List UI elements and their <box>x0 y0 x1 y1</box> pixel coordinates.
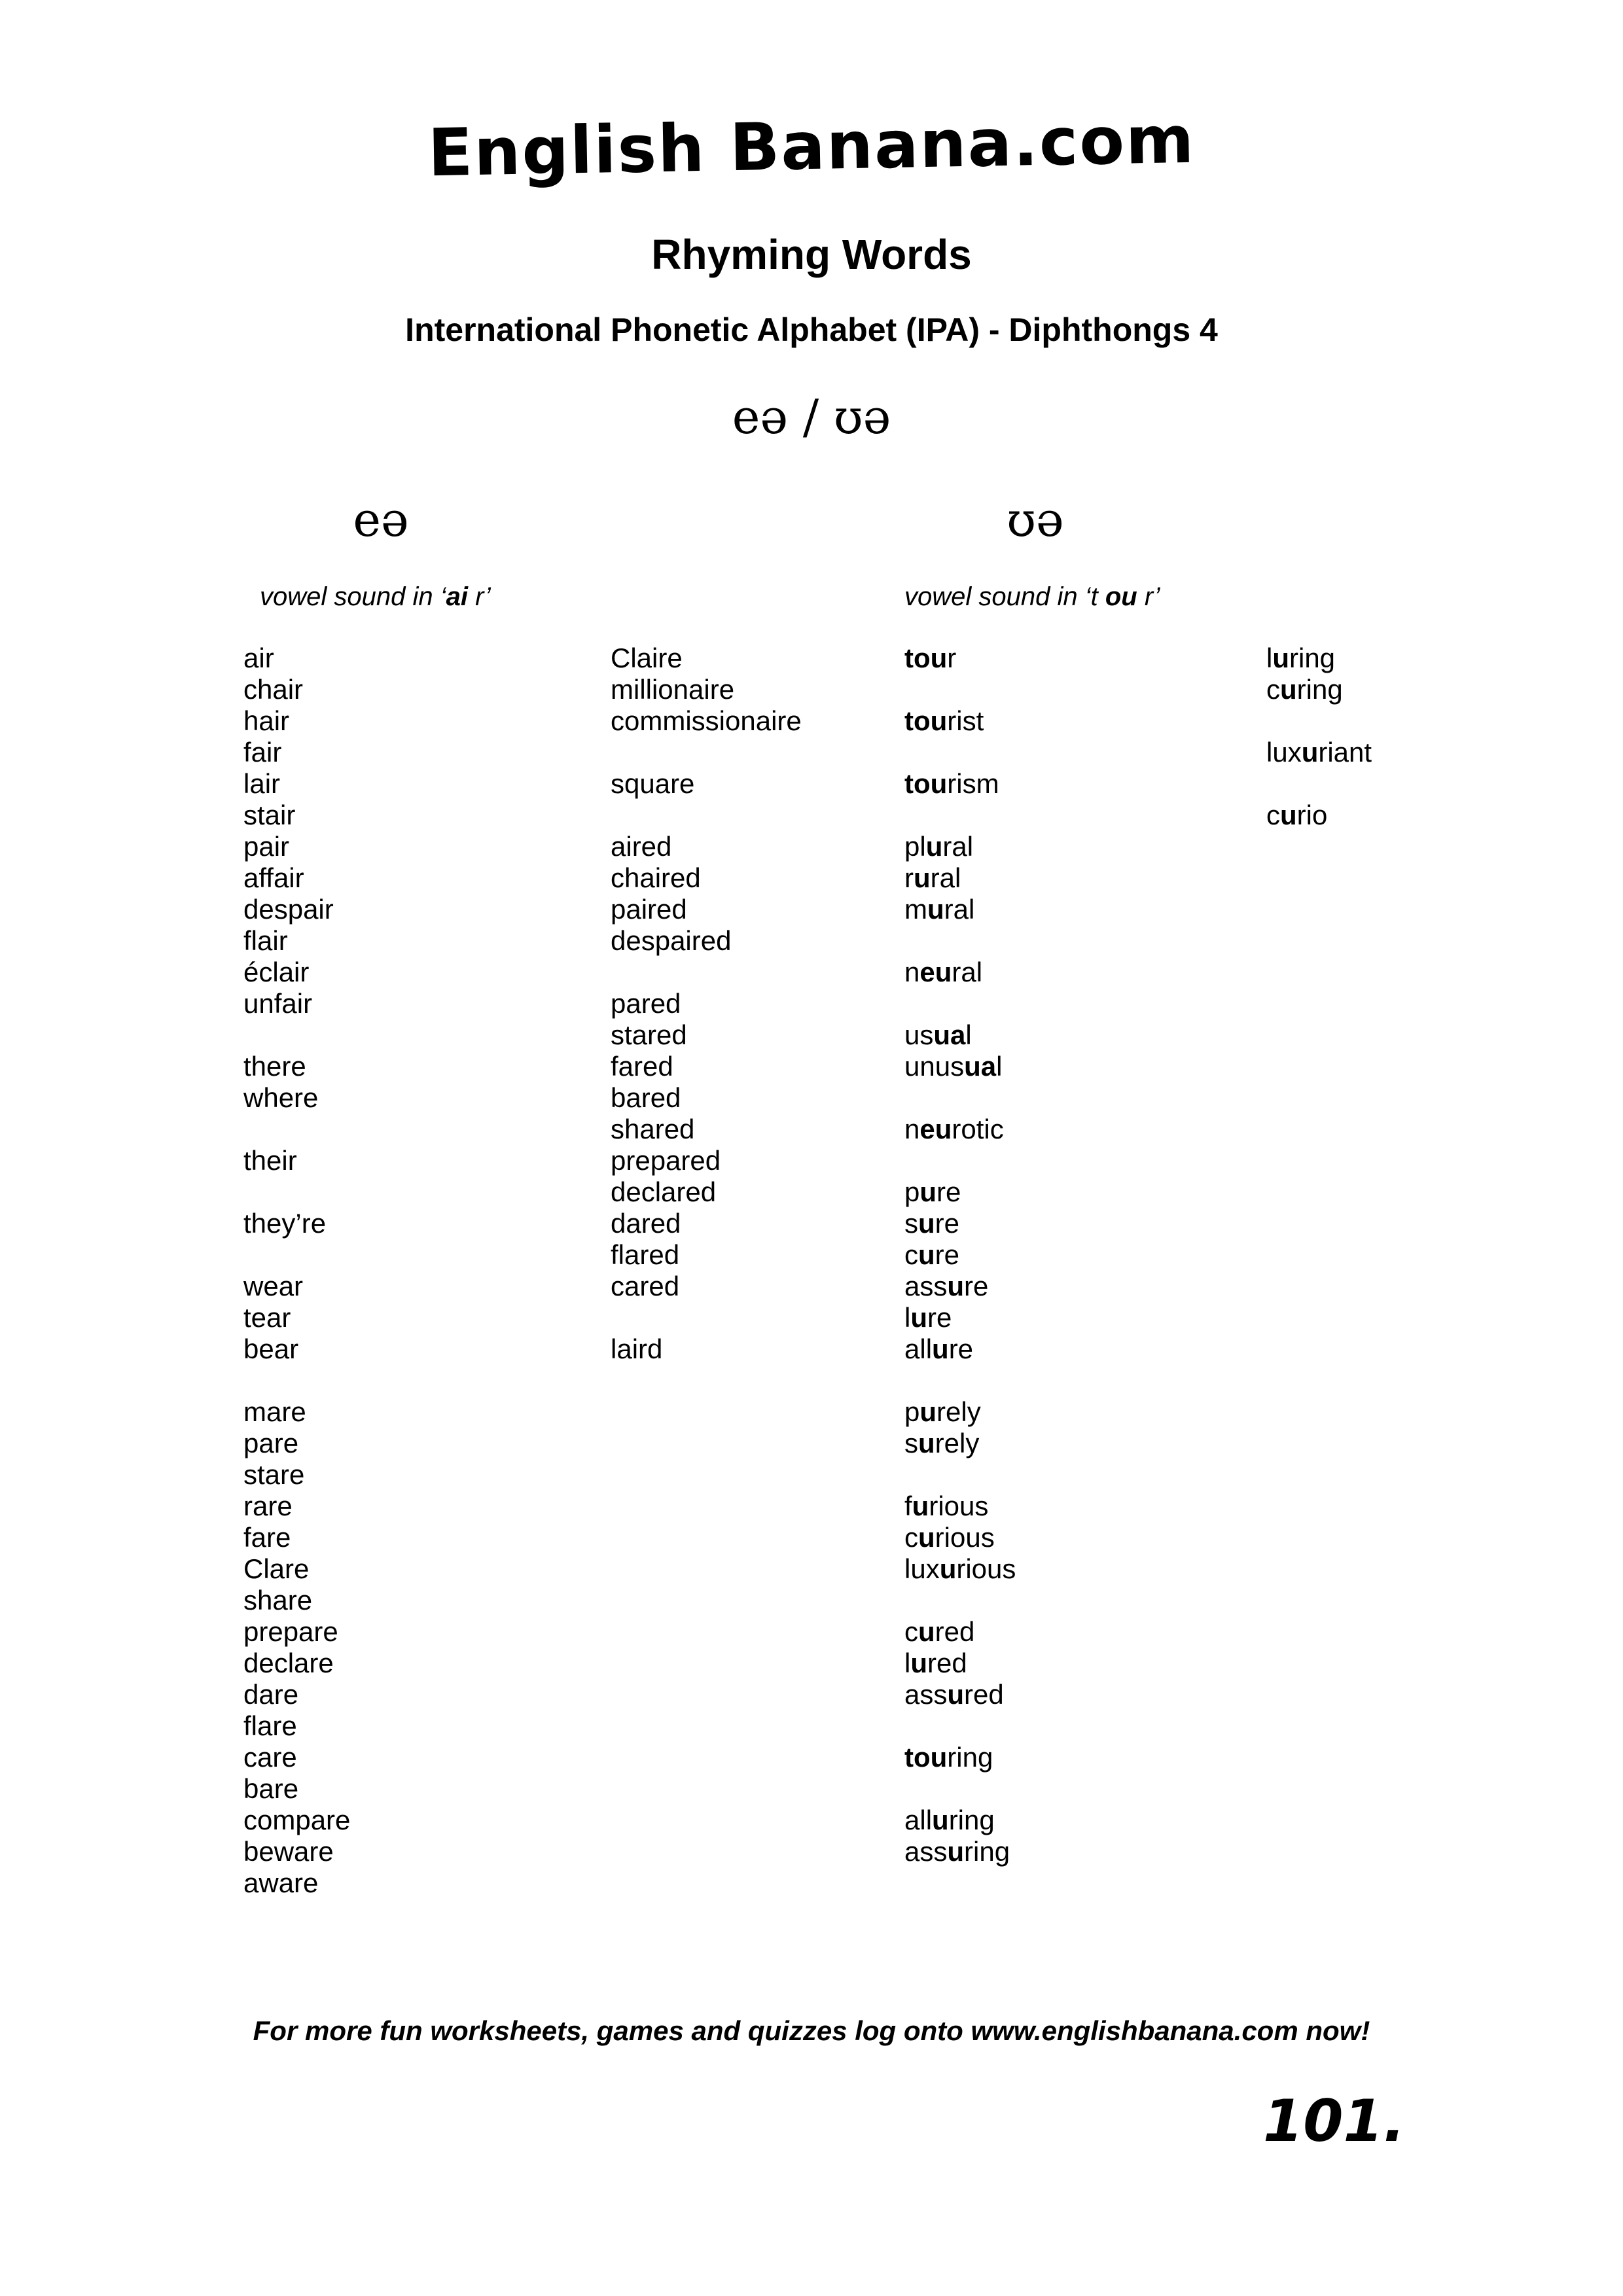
word-suffix: ral <box>952 957 983 987</box>
word: declared <box>611 1176 717 1207</box>
word: affair <box>243 862 304 893</box>
word-prefix: n <box>904 1114 920 1144</box>
word: lair <box>243 768 281 799</box>
word: declare <box>243 1648 334 1678</box>
word <box>904 1428 1016 1459</box>
word <box>904 1333 1016 1365</box>
word <box>904 1805 1016 1836</box>
word-vowel: u <box>939 1553 957 1584</box>
word: square <box>611 768 695 799</box>
word-vowel: eu <box>919 957 952 987</box>
word-vowel: u <box>918 1616 935 1647</box>
word: chaired <box>611 862 701 893</box>
word-suffix: rist <box>947 705 984 736</box>
word-prefix: all <box>904 1333 933 1364</box>
word-suffix: r <box>947 643 957 673</box>
word-suffix: rely <box>935 1428 980 1458</box>
word-vowel: u <box>927 894 944 925</box>
word-vowel: u <box>918 1522 935 1553</box>
word-suffix: red <box>964 1679 1004 1710</box>
word-prefix: l <box>1266 643 1273 673</box>
word-vowel: u <box>947 1679 965 1710</box>
word-vowel: u <box>932 1805 949 1835</box>
word <box>904 1679 1016 1710</box>
word-vowel: u <box>947 1836 965 1867</box>
word: bare <box>243 1773 299 1804</box>
word-prefix: m <box>904 894 927 925</box>
word-vowel: u <box>932 1333 949 1364</box>
spacer <box>243 1365 350 1396</box>
word <box>904 1616 1016 1648</box>
word-prefix: l <box>904 1648 911 1678</box>
word: their <box>243 1145 297 1176</box>
word: stare <box>243 1459 305 1490</box>
right-word-column-2 <box>1266 643 1372 831</box>
word-prefix: pl <box>904 831 926 862</box>
word-vowel: tou <box>904 643 948 673</box>
word: fared <box>611 1051 673 1082</box>
word: chair <box>243 674 304 705</box>
word: Claire <box>611 643 683 673</box>
spacer <box>904 800 1016 831</box>
spacer <box>1266 705 1372 737</box>
word-suffix: ring <box>948 1805 995 1835</box>
word: laird <box>611 1333 663 1364</box>
word: where <box>243 1082 319 1113</box>
word: cared <box>611 1271 680 1301</box>
spacer <box>904 1585 1016 1616</box>
spacer <box>904 674 1016 705</box>
word-suffix: re <box>948 1333 974 1364</box>
word-suffix: rely <box>936 1396 981 1427</box>
word: bear <box>243 1333 299 1364</box>
word-suffix: rious <box>929 1491 989 1521</box>
word <box>1266 800 1372 831</box>
spacer <box>611 800 802 831</box>
word <box>1266 737 1372 768</box>
word: mare <box>243 1396 306 1427</box>
spacer <box>904 988 1016 1019</box>
word: aware <box>243 1867 319 1898</box>
right-vowel-description <box>904 582 1160 612</box>
word: stair <box>243 800 296 830</box>
word-prefix: p <box>904 1176 920 1207</box>
word-prefix: c <box>904 1616 918 1647</box>
word-suffix: red <box>935 1616 975 1647</box>
word-prefix: f <box>904 1491 912 1521</box>
spacer <box>904 925 1016 957</box>
word-suffix: rio <box>1296 800 1328 830</box>
page-title: Rhyming Words <box>651 231 972 278</box>
word-suffix: ral <box>930 862 961 893</box>
word-suffix: l <box>996 1051 1003 1082</box>
word-suffix: ring <box>1296 674 1343 705</box>
spacer <box>904 1082 1016 1114</box>
word: wear <box>243 1271 304 1301</box>
word-vowel: u <box>925 831 943 862</box>
word: pare <box>243 1428 299 1458</box>
word-suffix: red <box>927 1648 967 1678</box>
word <box>1266 643 1372 674</box>
word-prefix: l <box>904 1302 911 1333</box>
word <box>904 643 1016 674</box>
word: rare <box>243 1491 293 1521</box>
word: bared <box>611 1082 681 1113</box>
word-prefix: s <box>904 1208 918 1239</box>
word-prefix: s <box>904 1428 918 1458</box>
word: unfair <box>243 988 313 1019</box>
word: paired <box>611 894 687 925</box>
word-prefix: r <box>904 862 914 893</box>
left-word-column-2 <box>611 643 802 1365</box>
word-vowel: u <box>1280 800 1297 830</box>
word: care <box>243 1742 297 1773</box>
word <box>904 1553 1016 1585</box>
right-word-column-1 <box>904 643 1016 1867</box>
footer-promo: For more fun worksheets, games and quizzes log onto www.englishbanana.com now! <box>253 2015 1370 2046</box>
word-suffix: l <box>965 1019 972 1050</box>
word-vowel: u <box>918 1239 935 1270</box>
word: fare <box>243 1522 291 1553</box>
word <box>904 1491 1016 1522</box>
word <box>904 1302 1016 1333</box>
word-suffix: ral <box>942 831 974 862</box>
spacer <box>611 737 802 768</box>
word-vowel: u <box>1280 674 1297 705</box>
right-ipa-symbol: ʊə <box>1007 492 1064 547</box>
word <box>904 1396 1016 1428</box>
word <box>904 1176 1016 1208</box>
word <box>904 831 1016 862</box>
word-suffix: ring <box>1289 643 1336 673</box>
word-prefix: lux <box>1266 737 1302 768</box>
word: beware <box>243 1836 334 1867</box>
word-suffix: rotic <box>952 1114 1004 1144</box>
desc-prefix: vowel sound in ‘t <box>904 582 1105 611</box>
word-vowel: ua <box>933 1019 966 1050</box>
spacer <box>904 737 1016 768</box>
word: stared <box>611 1019 687 1050</box>
word-vowel: u <box>1272 643 1289 673</box>
word <box>904 768 1016 800</box>
word: prepared <box>611 1145 721 1176</box>
word <box>904 1239 1016 1271</box>
word <box>1266 674 1372 705</box>
word: Clare <box>243 1553 310 1584</box>
spacer <box>1266 768 1372 800</box>
word-vowel: tou <box>904 705 948 736</box>
word-vowel: u <box>910 1302 927 1333</box>
word: there <box>243 1051 306 1082</box>
word: hair <box>243 705 290 736</box>
word <box>904 1019 1016 1051</box>
word: air <box>243 643 274 673</box>
spacer <box>904 1365 1016 1396</box>
word-suffix: riant <box>1318 737 1372 768</box>
word-suffix: ring <box>947 1742 993 1773</box>
word: prepare <box>243 1616 338 1647</box>
spacer <box>904 1459 1016 1491</box>
word-prefix: c <box>1266 800 1280 830</box>
word: compare <box>243 1805 351 1835</box>
spacer <box>611 1302 802 1333</box>
word-vowel: tou <box>904 1742 948 1773</box>
desc-prefix: vowel sound in ‘ <box>260 582 446 611</box>
word-vowel: u <box>914 862 931 893</box>
word-vowel: u <box>919 1176 937 1207</box>
word: éclair <box>243 957 310 987</box>
word: tear <box>243 1302 291 1333</box>
word-prefix: c <box>904 1522 918 1553</box>
word: share <box>243 1585 313 1616</box>
word: pair <box>243 831 290 862</box>
word-vowel: u <box>947 1271 965 1301</box>
word-suffix: re <box>935 1208 960 1239</box>
word <box>904 894 1016 925</box>
spacer <box>904 1145 1016 1176</box>
desc-key: ou <box>1105 582 1137 611</box>
desc-suffix: r’ <box>1137 582 1160 611</box>
word-vowel: u <box>1301 737 1319 768</box>
spacer <box>243 1019 350 1051</box>
word <box>904 1742 1016 1773</box>
word: flare <box>243 1710 297 1741</box>
word: despaired <box>611 925 732 956</box>
word-suffix: rious <box>935 1522 995 1553</box>
spacer <box>243 1114 350 1145</box>
word: fair <box>243 737 282 768</box>
spacer <box>243 1239 350 1271</box>
word <box>904 1271 1016 1302</box>
word-vowel: u <box>912 1491 929 1521</box>
word: dared <box>611 1208 681 1239</box>
word-prefix: ass <box>904 1679 948 1710</box>
desc-key: ai <box>446 582 468 611</box>
spacer <box>611 957 802 988</box>
word: flared <box>611 1239 680 1270</box>
word-prefix: c <box>1266 674 1280 705</box>
word-vowel: tou <box>904 768 948 799</box>
site-logo: English Banana.com <box>427 101 1196 192</box>
word-vowel: ua <box>964 1051 997 1082</box>
word: commissionaire <box>611 705 802 736</box>
page-number: 101. <box>1263 2087 1406 2155</box>
word-prefix: us <box>904 1019 934 1050</box>
left-word-column-1 <box>243 643 350 1899</box>
word-prefix: unus <box>904 1051 965 1082</box>
word: aired <box>611 831 672 862</box>
word: pared <box>611 988 681 1019</box>
left-vowel-description <box>260 582 491 612</box>
word-prefix: lux <box>904 1553 940 1584</box>
word-vowel: eu <box>919 1114 952 1144</box>
word-suffix: re <box>936 1176 961 1207</box>
word-prefix: p <box>904 1396 920 1427</box>
word-suffix: ring <box>964 1836 1010 1867</box>
word <box>904 1114 1016 1145</box>
word-vowel: u <box>918 1208 935 1239</box>
spacer <box>904 1710 1016 1742</box>
word <box>904 1648 1016 1679</box>
word <box>904 862 1016 894</box>
word-vowel: u <box>918 1428 935 1458</box>
ipa-pair-heading: eə / ʊə <box>732 389 891 444</box>
word-suffix: re <box>935 1239 960 1270</box>
word-suffix: rism <box>947 768 999 799</box>
word <box>904 1051 1016 1082</box>
word <box>904 957 1016 988</box>
word-prefix: ass <box>904 1271 948 1301</box>
left-ipa-symbol: eə <box>353 492 409 547</box>
word-suffix: ral <box>944 894 975 925</box>
desc-suffix: r’ <box>467 582 491 611</box>
spacer <box>904 1773 1016 1805</box>
word-prefix: ass <box>904 1836 948 1867</box>
page-subtitle: International Phonetic Alphabet (IPA) - Diphthongs 4 <box>405 311 1218 348</box>
word <box>904 1836 1016 1867</box>
word <box>904 1208 1016 1239</box>
word: despair <box>243 894 334 925</box>
word-vowel: u <box>919 1396 937 1427</box>
word-suffix: re <box>964 1271 989 1301</box>
spacer <box>243 1176 350 1208</box>
word-suffix: re <box>927 1302 952 1333</box>
word: flair <box>243 925 288 956</box>
word: they’re <box>243 1208 327 1239</box>
word-vowel: u <box>910 1648 927 1678</box>
word: shared <box>611 1114 695 1144</box>
word-prefix: n <box>904 957 920 987</box>
word: dare <box>243 1679 299 1710</box>
word <box>904 705 1016 737</box>
word-suffix: rious <box>956 1553 1016 1584</box>
word: millionaire <box>611 674 735 705</box>
word-prefix: c <box>904 1239 918 1270</box>
word <box>904 1522 1016 1553</box>
word-prefix: all <box>904 1805 933 1835</box>
